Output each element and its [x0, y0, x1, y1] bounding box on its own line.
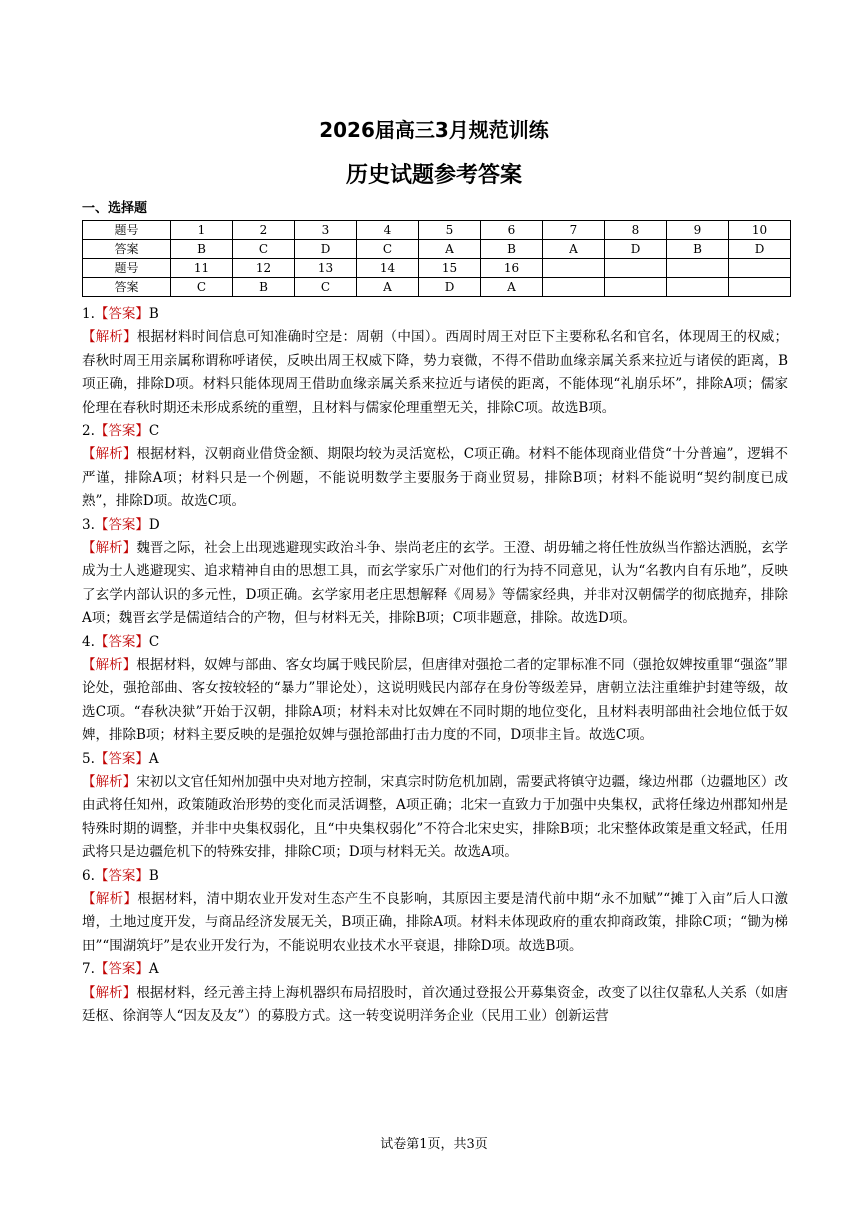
answer-line [82, 748, 788, 771]
table-cell: 答案 [83, 240, 171, 259]
analysis-paragraph [82, 771, 788, 865]
answer-key-title: 历史试题参考答案 [345, 163, 522, 188]
analysis-paragraph [82, 888, 788, 958]
question-number: 4. [82, 633, 95, 650]
analysis-text: 根据材料，奴婢与部曲、客女均属于贱民阶层，但唐律对强抢二者的定罪标准不同（强抢奴婢按重罪“强盗”罪论处，强抢部曲、客女按较轻的“暴力”罪论处），这说明贱民内部存在身份等级差异，唐朝立法注重维护封建等级，故选C项。“春秋决狱”开始于汉朝，排除A项；材料未对比奴婢在不同时期的地位变化，且材料表明部曲社会地位低于奴婢，排除B项；材料主要反映的是强抢奴婢与强抢部曲打击力度的不同，D项非主旨。故选C项。 [82, 657, 789, 744]
analysis-paragraph [82, 537, 788, 631]
table-cell: A [481, 278, 543, 297]
answer-tag: 【答案】 [94, 306, 149, 322]
table-cell: 13 [295, 259, 357, 278]
table-row [83, 278, 791, 297]
answer-letter: B [148, 867, 159, 884]
question-item [82, 514, 788, 631]
question-number: 3. [82, 516, 95, 533]
table-cell: 1 [171, 221, 233, 240]
answer-tag: 【答案】 [94, 961, 149, 978]
analysis-text: 根据材料时间信息可知准确时空是：周朝（中国）。西周时周王对臣下主要称私名和官名，体现周王的权威；春秋时周王用亲属称谓称呼诸侯，反映出周王权威下降，势力衰微，不得不借助血缘亲属关系来拉近与诸侯的距离，B项正确，排除D项。材料只能体现周王借助血缘亲属关系来拉近与诸侯的距离，不能体现“礼崩乐坏”，排除A项；儒家伦理在春秋时期还未形成系统的重塑，且材料与儒家伦理重塑无关，排除C项。故选B项。 [82, 329, 788, 416]
analysis-paragraph [82, 443, 788, 513]
table-cell: 8 [605, 221, 667, 240]
analysis-tag: 【解析】 [82, 984, 137, 1001]
analysis-tag: 【解析】 [82, 657, 137, 674]
table-cell: 答案 [83, 278, 171, 297]
analysis-text: 魏晋之际，社会上出现逃避现实政治斗争、崇尚老庄的玄学。王澄、胡毋辅之将任性放纵当作豁达洒脱，玄学成为士人逃避现实、追求精神自由的思想工具，而玄学家乐广对他们的行为持不同意见，认为“名教内自有乐地”，反映了玄学内部认识的多元性，D项正确。玄学家用老庄思想解释《周易》等儒家经典，并非对汉朝儒学的彻底抛弃，排除A项；魏晋玄学是儒道结合的产物，但与材料无关，排除B项；C项非题意，排除。故选D项。 [82, 540, 789, 627]
analysis-tag: 【解析】 [82, 329, 137, 346]
table-row [83, 259, 791, 278]
table-cell: D [419, 278, 481, 297]
answer-tag: 【答案】 [94, 750, 149, 767]
table-cell: B [233, 278, 295, 297]
question-item [82, 865, 788, 959]
table-cell [667, 259, 729, 278]
table-cell: 7 [543, 221, 605, 240]
table-cell: C [357, 240, 419, 259]
table-cell: 2 [233, 221, 295, 240]
answer-line [82, 631, 788, 654]
table-cell: A [543, 240, 605, 259]
table-cell [543, 259, 605, 278]
table-cell [605, 259, 667, 278]
table-cell: 10 [729, 221, 791, 240]
analysis-text: 宋初以文官任知州加强中央对地方控制，宋真宗时防危机加剧，需要武将镇守边疆，缘边州郡（边疆地区）改由武将任知州，政策随政治形势的变化而灵活调整，A项正确；北宋一直致力于加强中央集权，武将任缘边州郡知州是特殊时期的调整，并非中央集权弱化，且“中央集权弱化”不符合北宋史实，排除B项；北宋整体政策是重文轻武，任用武将只是边疆危机下的特殊安排，排除C项；D项与材料无关。故选A项。 [82, 774, 789, 861]
exam-title: 2026届高三3月规范训练 [319, 118, 549, 142]
question-item [82, 958, 788, 1028]
table-cell: D [605, 240, 667, 259]
answer-line [82, 865, 788, 888]
answer-explanations [82, 303, 788, 1028]
page-footer: 试卷第1页，共3页 [380, 1137, 488, 1152]
table-cell [667, 278, 729, 297]
table-cell: 11 [171, 259, 233, 278]
analysis-tag: 【解析】 [82, 891, 138, 908]
question-item [82, 420, 788, 514]
answer-tag: 【答案】 [94, 516, 149, 533]
table-cell [729, 278, 791, 297]
table-cell [605, 278, 667, 297]
analysis-tag: 【解析】 [82, 774, 137, 791]
analysis-tag: 【解析】 [82, 446, 137, 463]
analysis-text: 根据材料，经元善主持上海机器织布局招股时，首次通过登报公开募集资金，改变了以往仅靠私人关系（如唐廷枢、徐润等人“因友及友”）的募股方式。这一转变说明洋务企业（民用工业）创新运营 [82, 984, 789, 1025]
answer-letter: B [148, 306, 159, 322]
analysis-paragraph [82, 654, 788, 748]
table-cell: 5 [419, 221, 481, 240]
table-cell [543, 278, 605, 297]
table-cell: 16 [481, 259, 543, 278]
table-cell: 9 [667, 221, 729, 240]
analysis-tag: 【解析】 [82, 540, 137, 557]
table-cell: C [295, 278, 357, 297]
answer-letter: A [148, 961, 159, 978]
table-cell: A [419, 240, 481, 259]
table-cell: A [357, 278, 419, 297]
table-cell: B [171, 240, 233, 259]
analysis-text: 根据材料，清中期农业开发对生态产生不良影响，其原因主要是清代前中期“永不加赋”“摊丁入亩”后人口激增，土地过度开发，与商品经济发展无关，B项正确，排除A项。材料未体现政府的重农抑商政策，排除C项；“锄为梯田”“围湖筑圩”是农业开发行为，不能说明农业技术水平衰退，排除D项。故选B项。 [82, 891, 788, 954]
answer-letter: C [148, 633, 160, 650]
answer-tag: 【答案】 [94, 633, 149, 650]
table-cell: 6 [481, 221, 543, 240]
question-item [82, 303, 788, 420]
answer-letter: C [148, 423, 160, 440]
analysis-paragraph [82, 326, 788, 420]
table-cell: B [667, 240, 729, 259]
question-number: 7. [82, 961, 95, 978]
table-row [83, 240, 791, 259]
section-heading: 一、选择题 [82, 201, 148, 216]
answer-letter: D [148, 516, 160, 533]
table-cell: C [233, 240, 295, 259]
question-number: 5. [82, 750, 95, 767]
table-cell: 12 [233, 259, 295, 278]
table-cell: 题号 [83, 259, 171, 278]
table-cell: D [295, 240, 357, 259]
answer-letter: A [148, 750, 159, 767]
table-cell: D [729, 240, 791, 259]
answer-tag: 【答案】 [94, 867, 149, 884]
answer-table [82, 220, 791, 297]
answer-line [82, 514, 788, 537]
answer-line [82, 303, 788, 326]
table-cell: 题号 [83, 221, 171, 240]
question-item [82, 748, 788, 865]
table-row [83, 221, 791, 240]
question-number: 1. [82, 306, 95, 322]
table-cell: B [481, 240, 543, 259]
question-number: 2. [82, 423, 95, 440]
table-cell: 3 [295, 221, 357, 240]
answer-line [82, 420, 788, 443]
table-cell: 4 [357, 221, 419, 240]
table-cell: C [171, 278, 233, 297]
table-cell: 15 [419, 259, 481, 278]
analysis-text: 根据材料，汉朝商业借贷金额、期限均较为灵活宽松，C项正确。材料不能体现商业借贷“十分普遍”，逻辑不严谨，排除A项；材料只是一个例题，不能说明数学主要服务于商业贸易，排除B项；材料不能说明“契约制度已成熟”，排除D项。故选C项。 [82, 446, 788, 510]
question-number: 6. [82, 867, 95, 884]
question-item [82, 631, 788, 748]
answer-line [82, 958, 788, 981]
table-cell [729, 259, 791, 278]
analysis-paragraph [82, 982, 788, 1029]
answer-tag: 【答案】 [94, 423, 149, 440]
table-cell: 14 [357, 259, 419, 278]
